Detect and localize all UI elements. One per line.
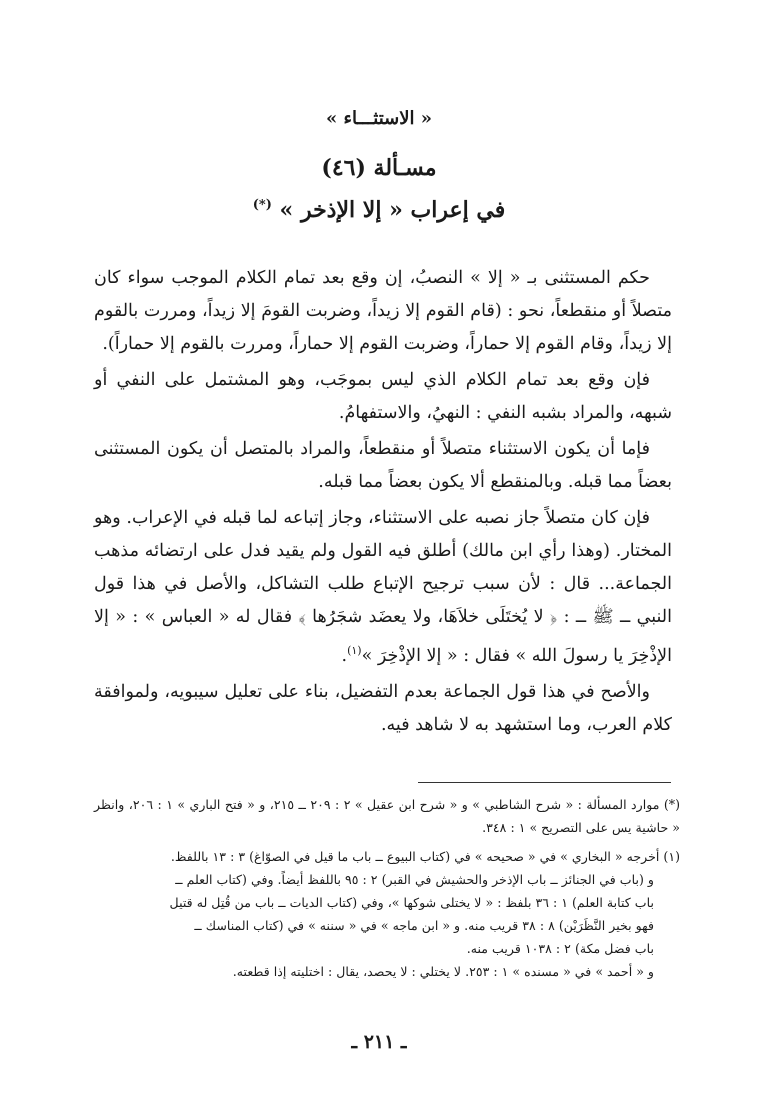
paragraph-3: فإما أن يكون الاستثناء متصلاً أو منقطعاً، والمراد بالمتصل أن يكون المستثنى بعضاً مما قبله. وبالمنقطع ألا يكون بعضاً مما قبله. bbox=[94, 439, 672, 492]
footnote-1-line-5: باب فضل مكة) ٢ : ١٠٣٨ قريب منه. bbox=[466, 941, 654, 956]
irab-footnote-mark: (*) bbox=[252, 197, 272, 213]
masala-title: مسـألة (٤٦) bbox=[321, 155, 437, 181]
footnote-1-line-6: و « أحمد » في « مسنده » ١ : ٢٥٣. لا يختلي : لا يحصد، يقال : اختليته إذا قطعته. bbox=[232, 964, 654, 979]
main-text bbox=[94, 262, 672, 745]
paragraph-2: فإن وقع بعد تمام الكلام الذي ليس بموجَب، وهو المشتمل على النفي أو شبهه، والمراد بشبه النفي : النهيُ، والاستفهامُ. bbox=[94, 370, 672, 423]
irab-title-text: في إعراب « إلا الإذخر » bbox=[279, 197, 506, 223]
footnote-1-line-1: (١) أخرجه « البخاري » في « صحيحه » في (كتاب البيوع ــ باب ما قيل في الصوّاغ) ٣ : ١٣ باللفظ. bbox=[170, 849, 680, 864]
paragraph-1: حكم المستثنى بـ « إلا » النصبُ، إن وقع بعد تمام الكلام الموجب سواء كان متصلاً أو منقطعاً، نحو : (قام القوم إلا زيداً، وضربت القومَ إلا زيداً، ومررت بالقوم إلا زيداً، وقام القوم إلا حماراً، وضربت القوم إلا حماراً، ومررت بالقوم إلا حماراً). bbox=[94, 268, 672, 354]
page-number: ـ ٢١١ ـ bbox=[351, 1031, 407, 1053]
footnote-star: (*) موارد المسألة : « شرح الشاطبي » و « شرح ابن عقيل » ٢ : ٢٠٩ ــ ٢١٥، و « فتح الباري » ١ : ٢٠٦، وانظر « حاشية يس على التصريح » ١ : ٣٤٨. bbox=[94, 797, 680, 835]
chapter-title: « الاستثـــاء » bbox=[325, 108, 432, 129]
footnote-1-line-2: و (باب في الجنائز ــ باب الإذخر والحشيش في القبر) ٢ : ٩٥ باللفظ أيضاً. وفي (كتاب العلم ــ bbox=[175, 872, 654, 887]
paragraph-4: فإن كان متصلاً جاز نصبه على الاستثناء، وجاز إتباعه لما قبله في الإعراب. وهو المختار. (وهذا رأي ابن مالك) أطلق فيه القول ولم يقيد فدل على ارتضائه مذهب الجماعة... قال : لأن سبب ترجيح الإتباع طلب التشاكل، والأصل في هذا قول النبي ــ ﷺ ــ : ﴿ لا يُختَلَى خلاَهَا، ولا يعضَد شجَرُها ﴾ فقال له « العباس » : « إلا الإذْخِرَ يا رسولَ الله » فقال : « إلا الإذْخِرَ »$^{(١)}$. bbox=[94, 508, 672, 666]
footnote-1-line-4: فهو بخير النَّظَرَيْن) ٨ : ٣٨ قريب منه. و « ابن ماجه » في « سننه » في (كتاب المناسك ــ bbox=[194, 918, 654, 933]
footnotes bbox=[94, 793, 680, 983]
footnote-ref-1: (١) bbox=[347, 644, 362, 657]
footnote-separator bbox=[418, 782, 671, 783]
footnote-1-line-3: باب كتابة العلم) ١ : ٣٦ بلفظ : « لا يختلى شوكها »، وفي (كتاب الديات ــ باب من قُتِل له قتيل bbox=[169, 895, 654, 910]
paragraph-5: والأصح في هذا قول الجماعة بعدم التفضيل، بناء على تعليل سيبويه، ولموافقة كلام العرب، وما استشهد به لا شاهد فيه. bbox=[94, 681, 672, 735]
paragraph-4-text: فإن كان متصلاً جاز نصبه على الاستثناء، وجاز إتباعه لما قبله في الإعراب. وهو المختار. (وهذا رأي ابن مالك) أطلق فيه القول ولم يقيد فدل على ارتضائه مذهب الجماعة... قال : لأن سبب ترجيح الإتباع طلب التشاكل، والأصل في هذا قول النبي ــ ﷺ ــ : ﴿ لا يُختَلَى خلاَهَا، ولا يعضَد شجَرُها ﴾ فقال له « العباس » : « إلا الإذْخِرَ يا رسولَ الله » فقال : « إلا الإذْخِرَ » bbox=[94, 508, 672, 666]
irab-title bbox=[0, 197, 758, 223]
